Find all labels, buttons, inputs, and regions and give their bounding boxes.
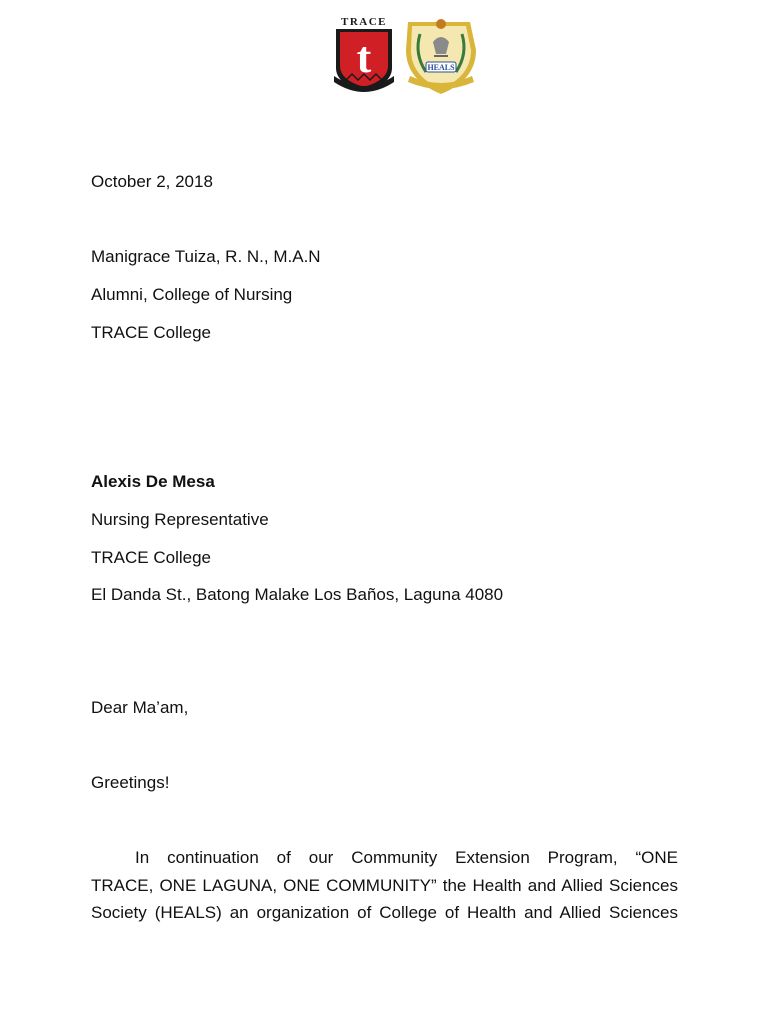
recipient-position: Nursing Representative [91, 510, 269, 529]
sender-name: Manigrace Tuiza, R. N., M.A.N [91, 247, 321, 266]
greeting: Greetings! [91, 773, 170, 792]
heals-crest-icon [436, 19, 446, 29]
trace-logo-title: TRACE [340, 16, 388, 28]
body-paragraph-line: Society (HEALS) an organization of College of Health and Allied Sciences [91, 903, 678, 922]
recipient-address: El Danda St., Batong Malake Los Baños, Laguna 4080 [91, 585, 504, 604]
trace-logo [334, 16, 394, 92]
letter-date: October 2, 2018 [91, 172, 213, 191]
heals-logo-title: HEALS [427, 63, 455, 72]
letterhead-logos [330, 10, 482, 98]
letterhead-logo-group [330, 10, 482, 98]
body-paragraph-line: In continuation of our Community Extension Program, “ONE [135, 848, 678, 867]
lamp-icon [433, 37, 449, 54]
trace-logo-letter: t [356, 33, 372, 82]
body-paragraph [91, 844, 678, 927]
recipient-institution: TRACE College [91, 548, 211, 567]
heals-logo [406, 19, 476, 94]
body-paragraph-line: TRACE, ONE LAGUNA, ONE COMMUNITY” the Health and Allied Sciences [91, 875, 678, 895]
recipient-name: Alexis De Mesa [91, 472, 215, 491]
sender-position: Alumni, College of Nursing [91, 285, 293, 304]
salutation: Dear Ma’am, [91, 698, 189, 717]
sender-institution: TRACE College [91, 323, 211, 342]
